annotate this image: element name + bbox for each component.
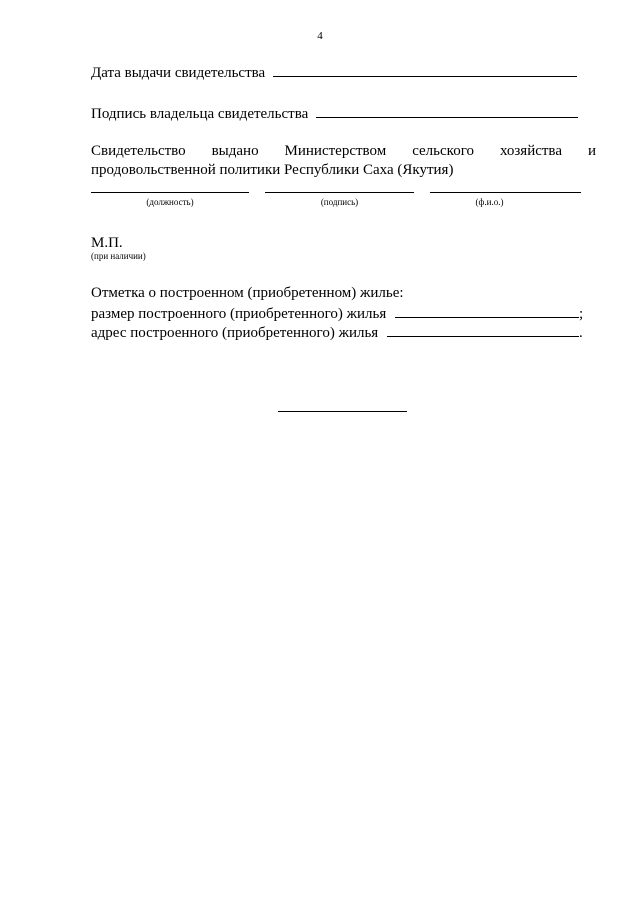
housing-address-field[interactable] (387, 322, 579, 337)
stamp-note: (при наличии) (91, 251, 146, 261)
housing-size-end: ; (579, 306, 584, 322)
owner-signature-field[interactable] (316, 103, 578, 118)
full-name-caption: (ф.и.о.) (475, 197, 504, 207)
page-number: 4 (317, 30, 323, 42)
issue-date-field[interactable] (273, 62, 577, 77)
housing-size-field[interactable] (395, 303, 579, 318)
owner-signature-row (91, 103, 578, 123)
stamp-label: М.П. (91, 235, 123, 251)
position-field[interactable] (91, 192, 249, 193)
issued-by-word: Министерством (284, 143, 387, 159)
issued-by-line-2: продовольственной политики Республики Саха (Якутия) (91, 162, 454, 178)
end-divider (278, 411, 407, 412)
housing-size-row (91, 303, 583, 323)
position-caption: (должность) (146, 197, 194, 207)
housing-address-label: адрес построенного (приобретенного) жилья (91, 325, 379, 341)
housing-address-row (91, 322, 583, 342)
issue-date-label: Дата выдачи свидетельства (91, 65, 266, 81)
issued-by-word: Свидетельство (91, 143, 186, 159)
issued-by-word: сельского (412, 143, 474, 159)
signature-field[interactable] (265, 192, 414, 193)
signature-caption: (подпись) (320, 197, 359, 207)
housing-mark-heading: Отметка о построенном (приобретенном) жилье: (91, 285, 404, 301)
owner-signature-label: Подпись владельца свидетельства (91, 106, 309, 122)
issued-by-word: и (587, 143, 596, 159)
housing-address-end: . (578, 325, 583, 341)
issued-by-word: выдано (211, 143, 259, 159)
issue-date-row (91, 62, 577, 82)
housing-size-label: размер построенного (приобретенного) жилья (91, 306, 387, 322)
issued-by-line-1 (91, 142, 596, 160)
issued-by-word: хозяйства (499, 143, 562, 159)
full-name-field[interactable] (430, 192, 581, 193)
